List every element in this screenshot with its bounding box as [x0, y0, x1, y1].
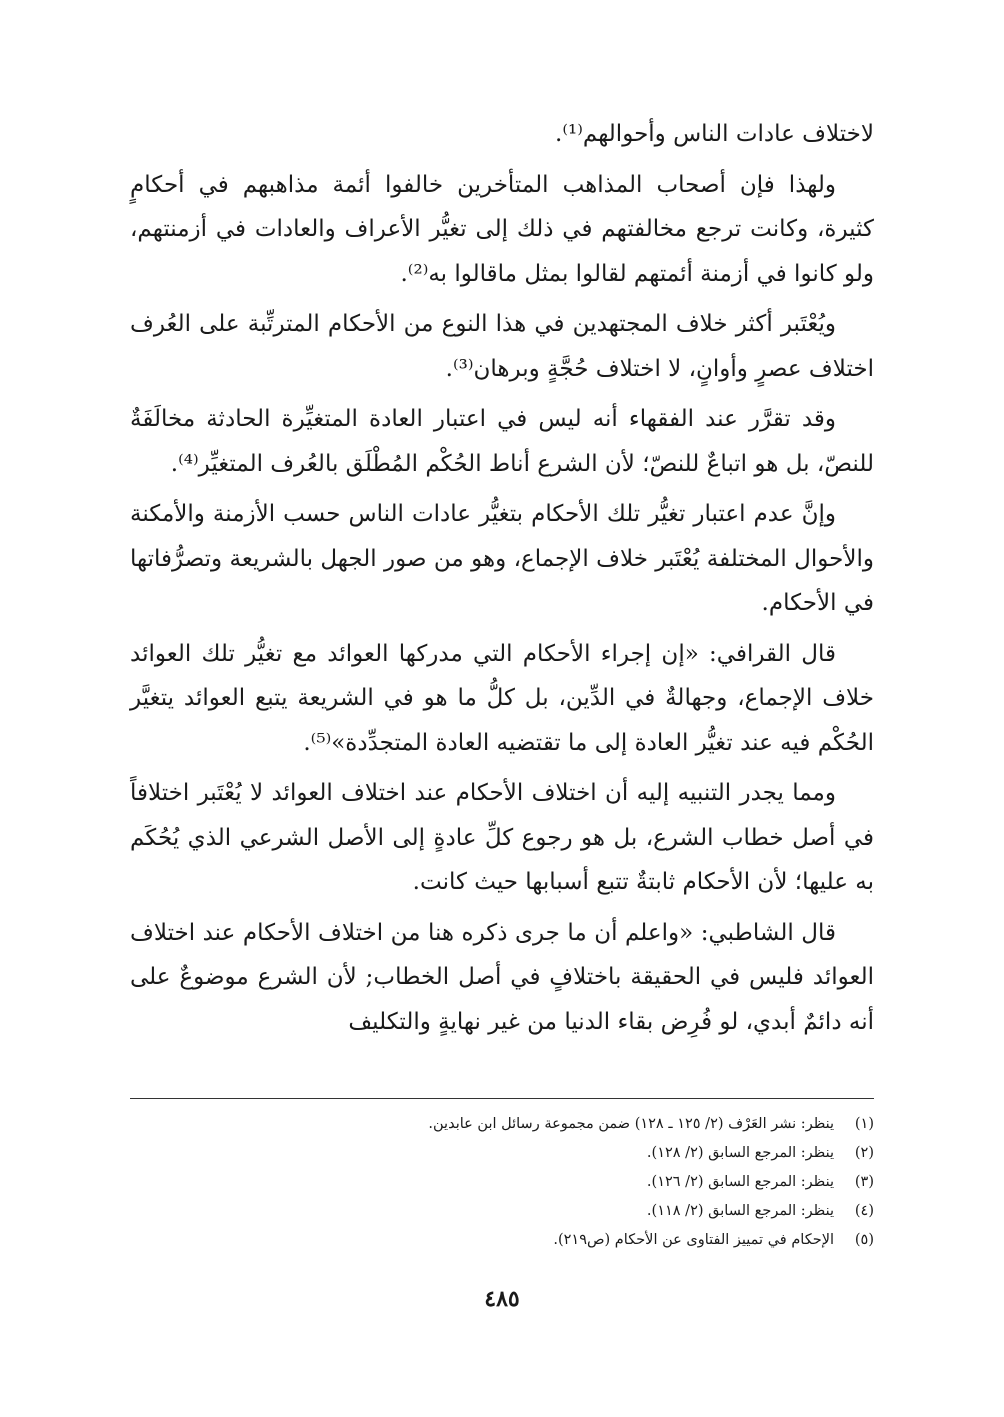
- footnote-number: (٤): [854, 1203, 874, 1219]
- paragraph: ومما يجدر التنبيه إليه أن اختلاف الأحكام عند اختلاف العوائد لا يُعْتَبر اختلافاً في أصل خطاب الشرع، بل هو رجوع كلِّ عادةٍ إلى الأصل الشرعي الذي يُحُكَم به عليها؛ لأن الأحكام ثابتةٌ تتبع أسبابها حيث كانت.: [130, 780, 874, 895]
- footnote-number: (١): [854, 1116, 874, 1132]
- paragraph: ولهذا فإن أصحاب المذاهب المتأخرين خالفوا أئمة مذاهبهم في أحكامٍ كثيرة، وكانت ترجع مخالفتهم في ذلك إلى تغيُّر الأعراف والعادات في أزمنتهم، ولو كانوا في أزمنة أئمتهم لقالوا بمثل ماقالوا به⁽²⁾.: [130, 171, 874, 287]
- main-text: [130, 112, 874, 1044]
- footnote-number: (٥): [854, 1232, 874, 1248]
- footnote-text: ينظر: المرجع السابق (٢/ ١١٨).: [646, 1203, 834, 1219]
- footnotes: [130, 1110, 874, 1255]
- paragraph: لاختلاف عادات الناس وأحوالهم⁽¹⁾.: [555, 121, 874, 147]
- footnote-text: الإحكام في تمييز الفتاوى عن الأحكام (ص٢١٩).: [553, 1232, 834, 1248]
- footnote-divider: [130, 1098, 874, 1099]
- footnote-text: ينظر: المرجع السابق (٢/ ١٢٨).: [646, 1145, 834, 1161]
- footnote: [130, 1139, 874, 1168]
- footnote-number: (٣): [854, 1174, 874, 1190]
- paragraph: وقد تقرَّر عند الفقهاء أنه ليس في اعتبار العادة المتغيِّرة الحادثة مخالَفَةٌ للنصّ، بل هو اتباعٌ للنصّ؛ لأن الشرع أناط الحُكْم المُطْلَق بالعُرف المتغيِّر⁽⁴⁾.: [130, 406, 874, 477]
- footnote: [130, 1168, 874, 1197]
- footnote: [130, 1110, 874, 1139]
- paragraph: وإنَّ عدم اعتبار تغيُّر تلك الأحكام بتغيُّر عادات الناس حسب الأزمنة والأمكنة والأحوال المختلفة يُعْتَبر خلاف الإجماع، وهو من صور الجهل بالشريعة وتصرُّفاتها في الأحكام.: [130, 501, 874, 616]
- paragraph: ويُعْتَبر أكثر خلاف المجتهدين في هذا النوع من الأحكام المترتِّبة على العُرف اختلاف عصرٍ وأوانٍ، لا اختلاف حُجَّةٍ وبرهان⁽³⁾.: [130, 311, 874, 382]
- footnote-text: ينظر: نشر العَرْف (٢/ ١٢٥ ـ ١٢٨) ضمن مجموعة رسائل ابن عابدين.: [428, 1116, 834, 1132]
- footnote: [130, 1226, 874, 1255]
- footnote-text: ينظر: المرجع السابق (٢/ ١٢٦).: [646, 1174, 834, 1190]
- footnote-number: (٢): [854, 1145, 874, 1161]
- footnote: [130, 1197, 874, 1226]
- paragraph: قال الشاطبي: «واعلم أن ما جرى ذكره هنا من اختلاف الأحكام عند اختلاف العوائد فليس في الحقيقة باختلافٍ في أصل الخطاب; لأن الشرع موضوعٌ على أنه دائمٌ أبدي، لو فُرِض بقاء الدنيا من غير نهايةٍ والتكليف: [130, 919, 874, 1035]
- paragraph: قال القرافي: «إن إجراء الأحكام التي مدركها العوائد مع تغيُّر تلك العوائد خلاف الإجماع، وجهالةٌ في الدِّين، بل كلُّ ما هو في الشريعة يتبع العوائد يتغيَّر الحُكْم فيه عند تغيُّر العادة إلى ما تقتضيه العادة المتجدِّدة»⁽⁵⁾.: [130, 640, 874, 756]
- page-number: ٤٨٥: [484, 1286, 520, 1312]
